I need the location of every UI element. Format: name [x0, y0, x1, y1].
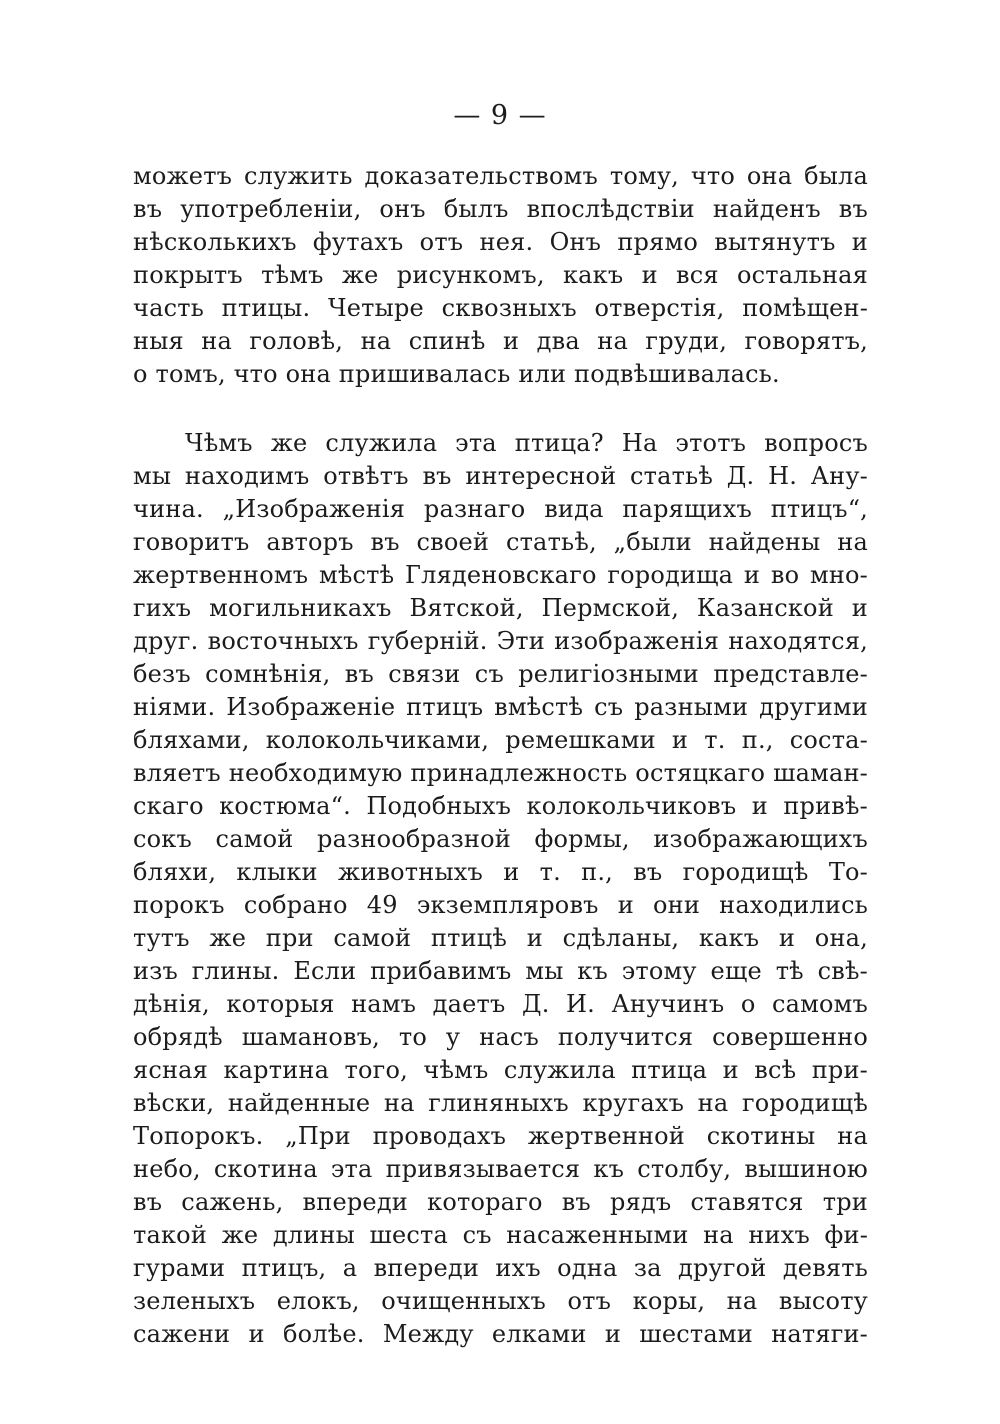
- text-line: Чѣмъ же служила эта птица? На этотъ вопросъ: [185, 429, 868, 457]
- text-line: часть птицы. Четыре сквозныхъ отверстія, помѣщен-: [133, 294, 868, 322]
- text-line: порокъ собрано 49 экземпляровъ и они находились: [133, 891, 868, 919]
- text-line: ніями. Изображеніе птицъ вмѣстѣ съ разными другими: [133, 693, 868, 721]
- text-line: дѣнія, которыя намъ даетъ Д. И. Анучинъ о самомъ: [133, 990, 868, 1018]
- text-line: небо, скотина эта привязывается къ столбу, вышиною: [133, 1155, 868, 1183]
- text-line: зеленыхъ елокъ, очищенныхъ отъ коры, на высоту: [133, 1287, 868, 1315]
- text-line: друг. восточныхъ губерній. Эти изображенія находятся,: [133, 627, 868, 655]
- text-line: въ сажень, впереди котораго въ рядъ ставятся три: [133, 1188, 868, 1216]
- text-line: говоритъ авторъ въ своей статьѣ, „были найдены на: [133, 528, 868, 556]
- text-line: о томъ, что она пришивалась или подвѣшивалась.: [133, 360, 780, 388]
- text-line: жертвенномъ мѣстѣ Гляденовскаго городища и во мно-: [133, 561, 868, 589]
- text-line: Топорокъ. „При проводахъ жертвенной скотины на: [133, 1122, 868, 1150]
- text-line: можетъ служить доказательствомъ тому, что она была: [133, 162, 868, 190]
- text-line: ясная картина того, чѣмъ служила птица и всѣ при-: [133, 1056, 868, 1084]
- text-line: безъ сомнѣнія, въ связи съ религіозными представле-: [133, 660, 868, 688]
- text-line: такой же длины шеста съ насаженными на нихъ фи-: [133, 1221, 868, 1249]
- paragraph-1: [133, 160, 868, 391]
- text-line: чина. „Изображенія разнаго вида парящихъ птицъ“,: [133, 495, 868, 523]
- text-line: вляетъ необходимую принадлежность остяцкаго шаман-: [133, 759, 868, 787]
- text-line: скаго костюма“. Подобныхъ колокольчиковъ и привѣ-: [133, 792, 868, 820]
- text-line: обрядѣ шамановъ, то у насъ получится совершенно: [133, 1023, 868, 1051]
- text-line: сажени и болѣе. Между елками и шестами натяги-: [133, 1320, 868, 1348]
- text-line: вѣски, найденные на глиняныхъ кругахъ на городищѣ: [133, 1089, 868, 1117]
- text-line: тутъ же при самой птицѣ и сдѣланы, какъ и она,: [133, 924, 868, 952]
- text-line: бляхи, клыки животныхъ и т. п., въ городищѣ То-: [133, 858, 868, 886]
- text-line: нѣсколькихъ футахъ отъ нея. Онъ прямо вытянутъ и: [133, 228, 868, 256]
- page-number-header: — 9 —: [453, 100, 547, 131]
- text-line: въ употребленіи, онъ былъ впослѣдствіи найденъ въ: [133, 195, 868, 223]
- text-line: ныя на головѣ, на спинѣ и два на груди, говорятъ,: [133, 327, 868, 355]
- text-line: изъ глины. Если прибавимъ мы къ этому еще тѣ свѣ-: [133, 957, 868, 985]
- text-line: бляхами, колокольчиками, ремешками и т. п., соста-: [133, 726, 868, 754]
- paragraph-2: [133, 427, 868, 1351]
- text-line: мы находимъ отвѣтъ въ интересной статьѣ Д. Н. Ану-: [133, 462, 868, 490]
- text-line: гихъ могильникахъ Вятской, Пермской, Казанской и: [133, 594, 868, 622]
- text-line: гурами птицъ, а впереди ихъ одна за другой девять: [133, 1254, 868, 1282]
- text-line: сокъ самой разнообразной формы, изображающихъ: [133, 825, 868, 853]
- text-line: покрытъ тѣмъ же рисункомъ, какъ и вся остальная: [133, 261, 868, 289]
